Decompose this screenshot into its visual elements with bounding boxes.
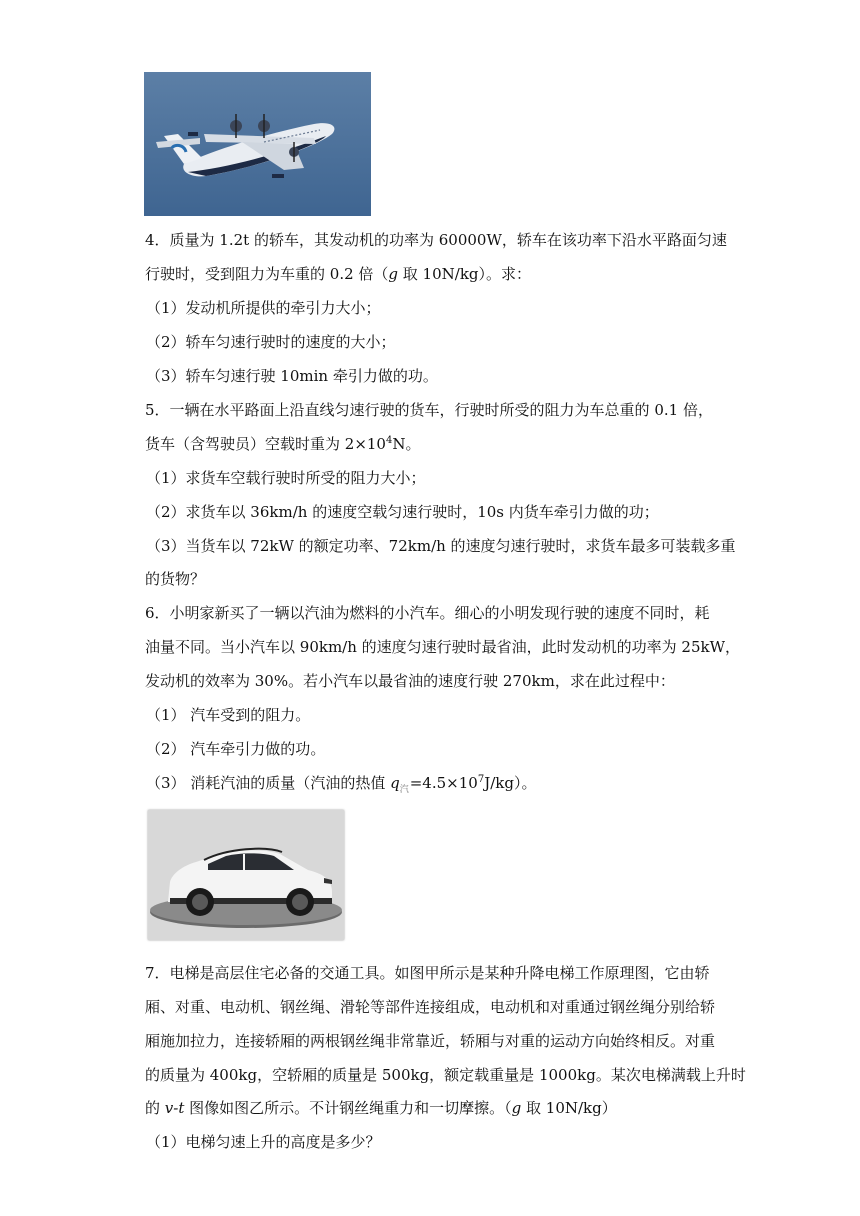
exponent: 4: [385, 435, 393, 446]
q-subscript: 汽: [399, 785, 409, 795]
problem-5-line-2: [145, 434, 420, 454]
problem-5-question-2: （2）求货车以 36km/h 的速度空载匀速行驶时，10s 内货车牵引力做的功；: [146, 503, 659, 521]
amphibious-aircraft-photo: [144, 72, 371, 216]
problem-6-question-3-mid: =4.5×10: [409, 774, 478, 792]
problem-6-line-2: 油量不同。当小汽车以 90km/h 的速度匀速行驶时最省油，此时发动机的功率为 25kW，: [145, 638, 741, 656]
problem-4-line-2-post: 取 10N/kg）。求：: [398, 265, 532, 283]
problem-5-question-3: （3）当货车以 72kW 的额定功率、72km/h 的速度匀速行驶时，求货车最多可装载多重: [146, 537, 736, 555]
white-suv-photo: [148, 810, 344, 940]
problem-7-line-2: 厢、对重、电动机、钢丝绳、滑轮等部件连接组成，电动机和对重通过钢丝绳分别给轿: [145, 998, 716, 1016]
problem-7-question-1: （1）电梯匀速上升的高度是多少？: [146, 1133, 381, 1151]
problem-5-line-1: 5．一辆在水平路面上沿直线匀速行驶的货车，行驶时所受的阻力为车总重的 0.1 倍，: [145, 401, 713, 419]
problem-5-line-2-pre: 货车（含驾驶员）空载时重为 2×10: [145, 435, 386, 453]
problem-5-question-1: （1）求货车空载行驶时所受的阻力大小；: [146, 469, 426, 487]
problem-7-line-3: 厢施加拉力，连接轿厢的两根钢丝绳非常靠近，轿厢与对重的运动方向始终相反。对重: [145, 1032, 716, 1050]
problem-4-question-1: （1）发动机所提供的牵引力大小；: [146, 299, 381, 317]
problem-7-line-5-post-2: 取 10N/kg）: [521, 1099, 617, 1117]
problem-4-line-2-pre: 行驶时，受到阻力为车重的 0.2 倍（: [145, 265, 389, 283]
problem-4-line-1: 4．质量为 1.2t 的轿车，其发动机的功率为 60000W，轿车在该功率下沿水平路面匀速: [145, 231, 727, 249]
problem-6-line-1: 6．小明家新买了一辆以汽油为燃料的小汽车。细心的小明发现行驶的速度不同时，耗: [145, 604, 710, 622]
problem-4-line-2: [145, 264, 531, 284]
problem-7-line-5-pre: 的: [145, 1099, 165, 1117]
problem-7-line-4: 的质量为 400kg，空轿厢的质量是 500kg，额定载重量是 1000kg。某次电梯满载上升时: [145, 1066, 746, 1084]
problem-6-question-1: （1） 汽车受到的阻力。: [146, 706, 311, 724]
problem-6-question-2: （2） 汽车牵引力做的功。: [146, 740, 326, 758]
q-variable: q: [390, 774, 400, 792]
problem-4-question-3: （3）轿车匀速行驶 10min 牵引力做的功。: [146, 367, 438, 385]
problem-5-question-3-continued: 的货物？: [145, 570, 206, 588]
v-t-variable: v-t: [164, 1099, 185, 1117]
exponent: 7: [477, 774, 485, 785]
problem-7-line-5-post: 图像如图乙所示。不计钢丝绳重力和一切摩擦。（: [184, 1099, 512, 1117]
g-variable: g: [388, 265, 399, 283]
problem-7-line-5: [145, 1098, 617, 1118]
problem-6-line-3: 发动机的效率为 30%。若小汽车以最省油的速度行驶 270km，求在此过程中：: [145, 672, 675, 690]
problem-6-question-3-post: J/kg）。: [484, 774, 537, 792]
problem-7-line-1: 7．电梯是高层住宅必备的交通工具。如图甲所示是某种升降电梯工作原理图，它由轿: [145, 964, 710, 982]
problem-6-question-3-pre: （3） 消耗汽油的质量（汽油的热值: [146, 774, 391, 792]
problem-4-question-2: （2）轿车匀速行驶时的速度的大小；: [146, 333, 396, 351]
problem-6-question-3: [146, 773, 536, 796]
problem-5-line-2-post: N。: [392, 435, 421, 453]
g-variable: g: [511, 1099, 522, 1117]
